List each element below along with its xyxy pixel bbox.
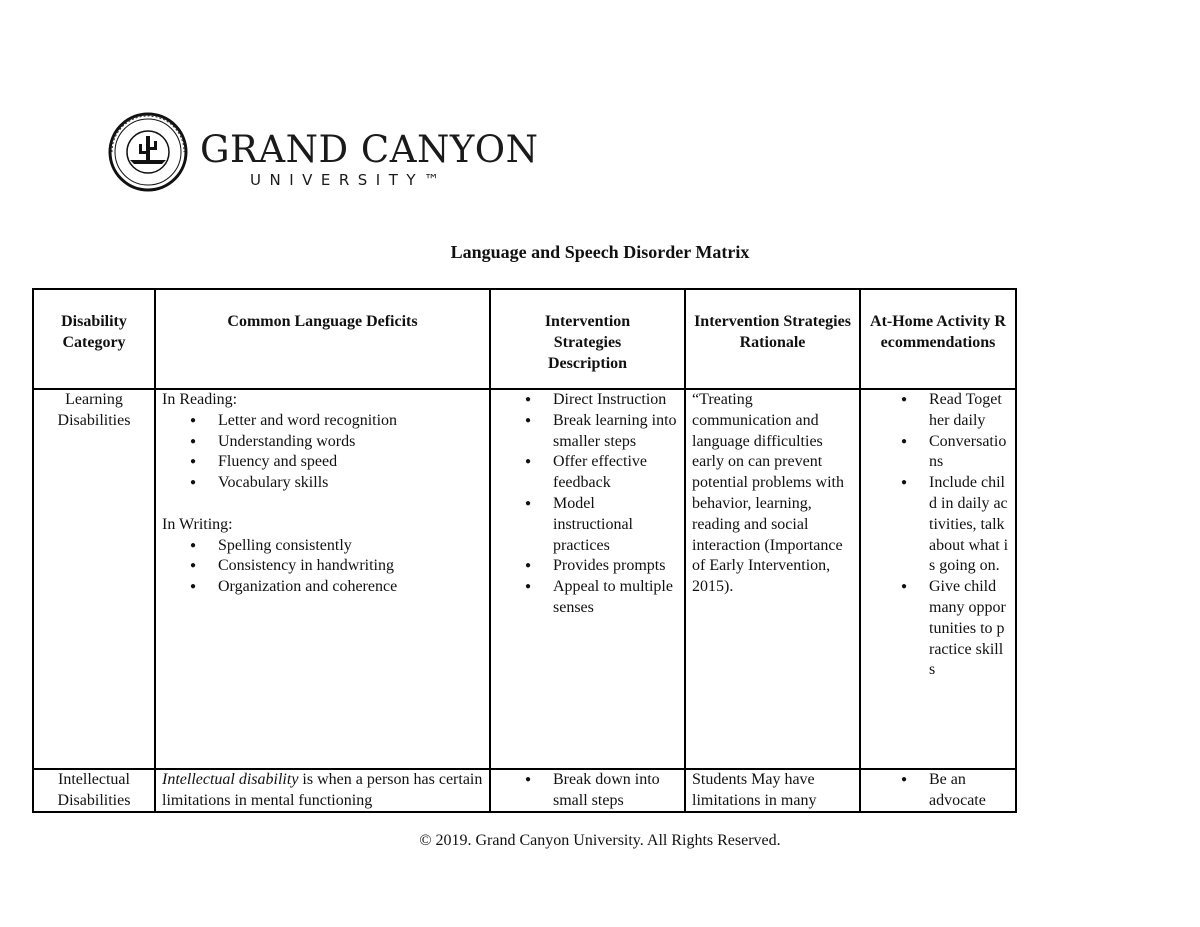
header-intervention-description: Intervention Strategies Description <box>490 289 685 389</box>
list-item: ● Letter and word recognition <box>218 411 483 432</box>
logo-wordmark-line2: UNIVERSITY™ <box>250 171 448 189</box>
category-cell: Intellectual Disabilities <box>57 771 131 809</box>
logo-wordmark-line1: GRAND CANYON <box>200 128 539 171</box>
writing-deficits-list <box>162 536 483 598</box>
list-item: ● Read Together daily <box>929 390 1009 432</box>
table-header-row <box>33 289 1016 389</box>
document-title: Language and Speech Disorder Matrix <box>450 242 750 262</box>
list-item: ● Be an advocate <box>929 770 1009 811</box>
list-item: ● Consistency in handwriting <box>218 556 483 577</box>
list-item: ● Fluency and speed <box>218 452 483 473</box>
university-logo <box>108 108 539 196</box>
strategies-list <box>497 390 678 619</box>
list-item: ● Vocabulary skills <box>218 473 483 494</box>
list-item: ● Understanding words <box>218 432 483 453</box>
list-item: ● Conversations <box>929 432 1009 474</box>
list-item: ● Give child many opportunities to practice skills <box>929 577 1009 681</box>
strategies-list <box>497 770 678 811</box>
list-item: ● Direct Instruction <box>553 390 678 411</box>
rationale-cell: “Treating communication and language difficulties early on can prevent potential problems with behavior, learning, reading and social interaction (Importance of Early Intervention, 2015). <box>685 389 860 769</box>
deficits-text: is when a person has certain limitations in mental functioning <box>162 771 483 809</box>
activities-list <box>867 390 1009 681</box>
list-item: ● Provides prompts <box>553 556 678 577</box>
table-row <box>33 389 1016 769</box>
reading-deficits-list <box>162 411 483 494</box>
list-item: ● Offer effective feedback <box>553 452 678 494</box>
activities-list <box>867 770 1009 811</box>
reading-label: In Reading: <box>162 391 238 408</box>
activities-cell <box>860 389 1016 769</box>
list-item: ● Appeal to multiple senses <box>553 577 678 619</box>
deficits-cell <box>162 770 483 811</box>
header-at-home-activity: At-Home Activity Recommendations <box>860 289 1016 389</box>
header-common-language-deficits: Common Language Deficits <box>155 289 490 389</box>
header-disability-category: Disability Category <box>33 289 155 389</box>
list-item: ● Spelling consistently <box>218 536 483 557</box>
deficits-cell <box>155 389 490 769</box>
disorder-matrix-table <box>32 288 1017 813</box>
list-item: ● Include child in daily activities, talk about what is going on. <box>929 473 1009 577</box>
list-item: ● Break learning into smaller steps <box>553 411 678 453</box>
list-item: ● Break down into small steps <box>553 770 678 811</box>
header-intervention-rationale: Intervention Strategies Rationale <box>685 289 860 389</box>
copyright-footer: © 2019. Grand Canyon University. All Rights Reserved. <box>419 832 781 849</box>
deficits-italic-term: Intellectual disability <box>162 771 299 788</box>
category-cell: Learning Disabilities <box>33 389 155 769</box>
table-row <box>33 769 1016 812</box>
list-item: ● Model instructional practices <box>553 494 678 556</box>
strategies-cell <box>490 389 685 769</box>
writing-label: In Writing: <box>162 515 233 533</box>
rationale-cell: Students May have limitations in many <box>692 771 817 809</box>
university-seal-icon <box>108 108 190 196</box>
list-item: ● Organization and coherence <box>218 577 483 598</box>
